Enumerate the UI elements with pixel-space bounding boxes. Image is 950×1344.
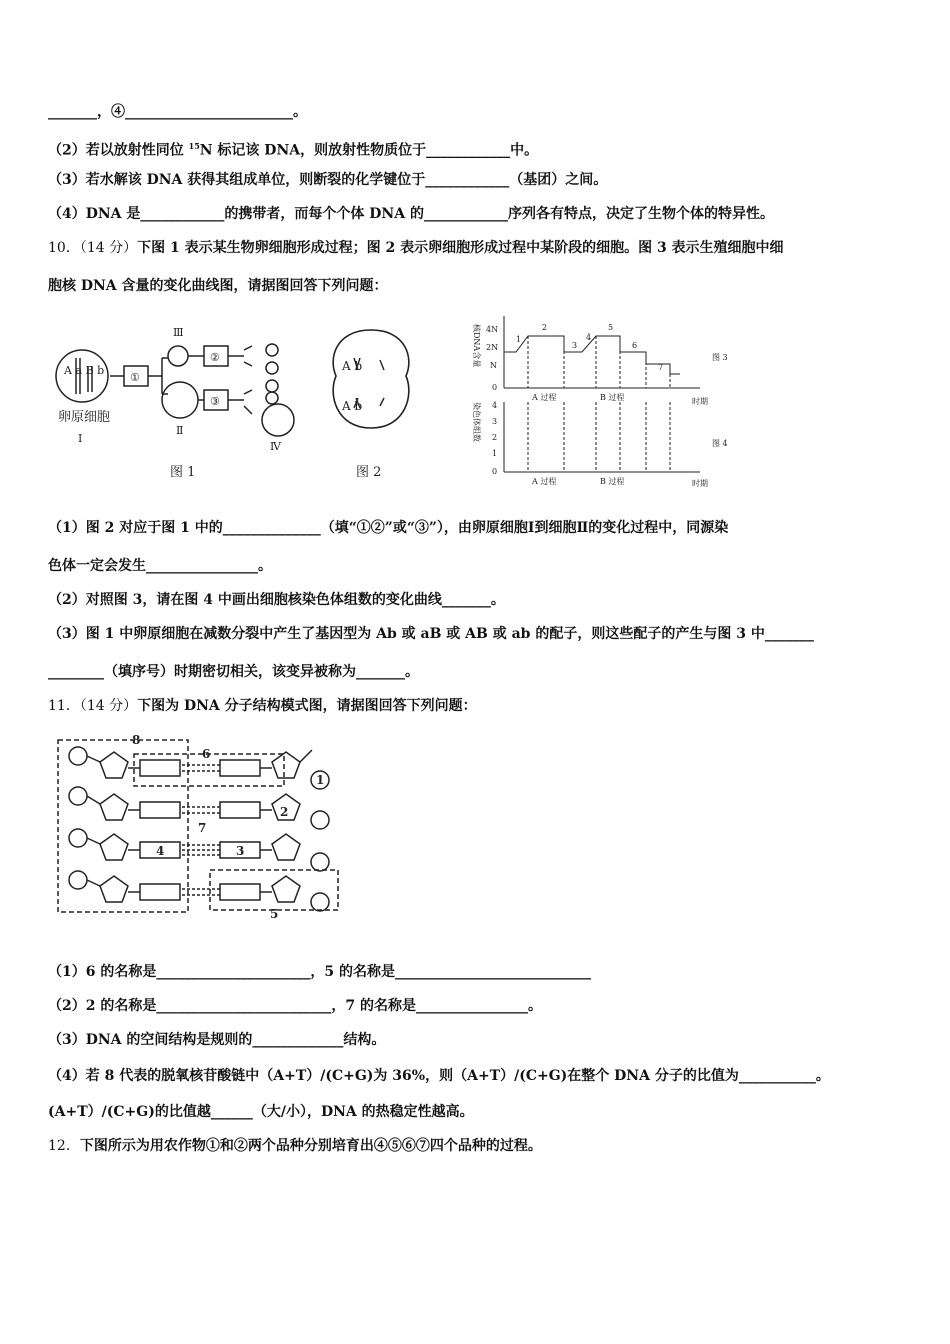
q10-item-2: （2）对照图 3，请在图 4 中画出细胞核染色体组数的变化曲线_______。 [48, 592, 505, 608]
q11-item-5: (A+T）/(C+G)的比值越______（大/小），DNA 的热稳定性越高。 [48, 1104, 474, 1120]
fig3-caption: 图 3 [712, 353, 728, 362]
q10-number: 10．（14 分） [48, 240, 138, 256]
q9-item-4: （4）DNA 是____________的携带者，而每个个体 DNA 的____________序列各有特点，决定了生物个体的特异性。 [48, 206, 774, 222]
q10-item-1b: 色体一定会发生________________。 [48, 558, 272, 574]
figure-2-cell [326, 318, 416, 488]
phase-6: 6 [632, 341, 638, 350]
q10-stem-text-a: 下图 1 表示某生物卵细胞形成过程；图 2 表示卵细胞形成过程中某阶段的细胞。图 3 表示生殖细胞中细 [137, 240, 784, 256]
dna-content-curve [504, 336, 680, 374]
fig1-label-I: Ⅰ [78, 432, 83, 445]
fig3-xlabel-a: A 过程 [532, 393, 557, 402]
label-2: 2 [280, 805, 289, 819]
label-1: 1 [316, 773, 325, 787]
polar-body-III [168, 346, 188, 366]
phase-4: 4 [586, 333, 592, 342]
fig4-ytick-1: 1 [492, 449, 498, 458]
egg-cell-IV [262, 404, 294, 436]
fig4-ytick-2: 2 [492, 433, 498, 442]
q11-item-2: （2）2 的名称是_________________________，7 的名称是________________。 [48, 998, 542, 1014]
label-8: 8 [132, 733, 141, 747]
fig4-xlabel-b: B 过程 [600, 477, 625, 486]
q10-stem-1 [48, 238, 784, 258]
fig3-xlabel-time: 时期 [692, 397, 708, 406]
fig1-label-III: Ⅲ [173, 326, 184, 339]
fig3-ytick-2N: 2N [486, 343, 499, 352]
q12-stem-text: 下图所示为用农作物①和②两个品种分别培育出④⑤⑥⑦四个品种的过程。 [79, 1138, 542, 1154]
q9-item-2-text-b: N 标记该 DNA，则放射性物质位于____________中。 [199, 142, 539, 159]
q10-item-3b: ________（填序号）时期密切相关，该变异被称为_______。 [48, 664, 419, 680]
q10-item-3a: （3）图 1 中卵原细胞在减数分裂中产生了基因型为 Ab 或 aB 或 AB 或 ab 的配子，则这些配子的产生与图 3 中_______ [48, 626, 814, 642]
label-5: 5 [270, 907, 279, 921]
q12-number: 12． [48, 1138, 80, 1154]
label-3: 3 [236, 844, 245, 858]
fig2-caption: 图 2 [356, 465, 382, 480]
phase-2: 2 [542, 323, 548, 332]
fig1-label-cell: 卵原细胞 [58, 410, 111, 425]
q12-stem [48, 1136, 542, 1156]
q10-item-1a: （1）图 2 对应于图 1 中的______________（填“①②”或“③”），由卵原细胞Ⅰ到细胞Ⅱ的变化过程中，同源染 [48, 520, 729, 536]
phase-1: 1 [516, 335, 522, 344]
phase-5: 5 [608, 323, 614, 332]
figure-dna-structure [54, 732, 344, 922]
label-7: 7 [198, 821, 207, 835]
q11-stem-text: 下图为 DNA 分子结构模式图，请据图回答下列问题： [137, 698, 477, 714]
fig3-ytick-0: 0 [492, 383, 498, 392]
figure-3-4-charts [460, 306, 750, 490]
fig1-box2: ② [210, 351, 220, 364]
fig4-xlabel-time: 时期 [692, 479, 708, 488]
fig3-xlabel-b: B 过程 [600, 393, 625, 402]
fig1-label-IV: Ⅳ [270, 440, 281, 453]
box-8 [58, 740, 188, 912]
q11-item-3: （3）DNA 的空间结构是规则的_____________结构。 [48, 1032, 386, 1048]
fig1-label-II: Ⅱ [176, 424, 184, 437]
fig4-ylabel: 染色体组数 [472, 402, 481, 442]
figure-1-oogenesis [52, 318, 302, 488]
q10-stem-2: 胞核 DNA 含量的变化曲线图，请据图回答下列问题： [48, 278, 388, 294]
fig2-genes-bottom: A b [342, 399, 363, 413]
fig1-caption: 图 1 [170, 465, 196, 480]
phase-7: 7 [658, 363, 664, 372]
fig4-ytick-0: 0 [492, 467, 498, 476]
q9-item-3: （3）若水解该 DNA 获得其组成单位，则断裂的化学键位于____________（基团）之间。 [48, 172, 608, 188]
q11-stem [48, 696, 477, 716]
label-4: 4 [156, 844, 165, 858]
fig1-box1: ① [130, 371, 140, 384]
fig3-ytick-N: N [490, 361, 497, 370]
fig3-ylabel: 核DNA含量 [472, 324, 481, 368]
fig4-xlabel-a: A 过程 [532, 477, 557, 486]
secondary-oocyte-II [162, 382, 198, 418]
q11-item-1: （1）6 的名称是______________________，5 的名称是____________________________ [48, 964, 591, 980]
isotope-superscript: 15 [188, 141, 200, 151]
phase-3: 3 [572, 341, 578, 350]
fig4-ytick-3: 3 [492, 417, 498, 426]
answer-line-1: _______，④________________________。 [48, 104, 307, 120]
fig4-ytick-4: 4 [492, 401, 498, 410]
fig2-genes-top: A b [342, 359, 363, 373]
q9-item-2 [48, 136, 538, 161]
q11-number: 11．（14 分） [48, 698, 138, 714]
fig1-box3: ③ [210, 395, 220, 408]
fig1-genes: A a B b [64, 364, 105, 377]
q9-item-2-text-a: （2）若以放射性同位 [48, 142, 189, 159]
q11-item-4: （4）若 8 代表的脱氧核苷酸链中（A+T）/(C+G)为 36%，则（A+T）/(C+G)在整个 DNA 分子的比值为___________。 [48, 1068, 830, 1084]
label-6: 6 [202, 747, 211, 761]
fig3-ytick-4N: 4N [486, 325, 499, 334]
fig4-caption: 图 4 [712, 439, 728, 448]
